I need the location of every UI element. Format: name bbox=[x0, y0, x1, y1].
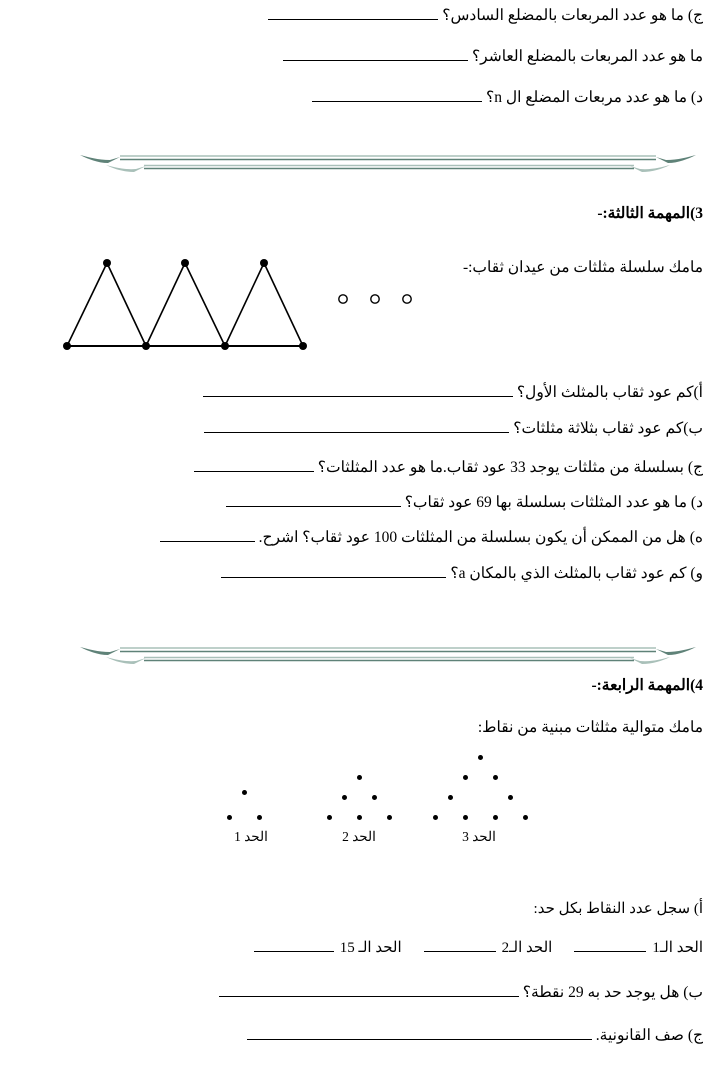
task3-question-d bbox=[10, 493, 703, 513]
question-text: ه) هل من الممكن أن يكون بسلسلة من المثلثات 100 عود ثقاب؟ اشرح. bbox=[258, 529, 703, 546]
dot bbox=[493, 775, 498, 780]
answer-blank[interactable] bbox=[312, 88, 482, 102]
dot bbox=[342, 795, 347, 800]
term-field-label-3: الحد الـ 15 bbox=[339, 940, 402, 956]
task2-question-c bbox=[10, 6, 703, 26]
term-value-blank-2[interactable] bbox=[424, 938, 496, 952]
answer-blank[interactable] bbox=[247, 1026, 592, 1040]
term-value-blank-3[interactable] bbox=[254, 938, 334, 952]
answer-blank[interactable] bbox=[204, 419, 509, 433]
answer-blank[interactable] bbox=[194, 458, 314, 472]
dot bbox=[357, 775, 362, 780]
question-text: ج) ما هو عدد المربعات بالمضلع السادس؟ bbox=[442, 7, 703, 24]
question-text: ما هو عدد المربعات بالمضلع العاشر؟ bbox=[471, 48, 703, 65]
answer-blank[interactable] bbox=[283, 47, 468, 61]
task4-question-a-prompt: أ) سجل عدد النقاط بكل حد: bbox=[533, 901, 703, 917]
dot bbox=[463, 775, 468, 780]
task3-question-c bbox=[10, 458, 703, 478]
task2-question-d bbox=[10, 88, 703, 108]
dot bbox=[433, 815, 438, 820]
dot bbox=[227, 815, 232, 820]
question-text: ج) بسلسلة من مثلثات يوجد 33 عود ثقاب.ما هو عدد المثلثات؟ bbox=[317, 459, 703, 476]
matchstick-triangles-svg bbox=[45, 248, 465, 360]
task3-question-f bbox=[10, 564, 703, 584]
answer-blank[interactable] bbox=[219, 983, 519, 997]
question-text: ب)كم عود ثقاب بثلاثة مثلثات؟ bbox=[513, 420, 703, 437]
dot bbox=[448, 795, 453, 800]
answer-blank[interactable] bbox=[221, 564, 446, 578]
dot bbox=[493, 815, 498, 820]
question-text: ج) صف القانونية. bbox=[595, 1027, 703, 1044]
answer-blank[interactable] bbox=[203, 383, 513, 397]
question-text: د) ما هو عدد مربعات المضلع ال n؟ bbox=[485, 89, 703, 106]
task3-question-e bbox=[10, 528, 703, 548]
section-divider-2 bbox=[78, 640, 698, 666]
question-text: ب) هل يوجد حد به 29 نقطة؟ bbox=[522, 984, 703, 1001]
dot-triangles-figure bbox=[200, 745, 560, 855]
answer-blank[interactable] bbox=[160, 528, 255, 542]
task4-heading: 4)المهمة الرابعة:- bbox=[591, 677, 703, 694]
term-value-blank-1[interactable] bbox=[574, 938, 646, 952]
task4-question-b bbox=[10, 983, 703, 1003]
question-text: د) ما هو عدد المثلثات بسلسلة بها 69 عود ثقاب؟ bbox=[404, 494, 703, 511]
task4-intro: مامك متوالية مثلثات مبنية من نقاط: bbox=[477, 719, 703, 736]
term-field-label-2: الحد الـ2 bbox=[501, 940, 553, 956]
dot bbox=[372, 795, 377, 800]
task3-intro: مامك سلسلة مثلثات من عيدان ثقاب:- bbox=[462, 259, 703, 276]
term-label-2: الحد 2 bbox=[342, 829, 376, 844]
dot bbox=[478, 755, 483, 760]
divider-ornament-icon bbox=[78, 148, 698, 174]
section-divider-1 bbox=[78, 148, 698, 174]
divider-ornament-icon bbox=[78, 640, 698, 666]
question-text: أ)كم عود ثقاب بالمثلث الأول؟ bbox=[516, 384, 703, 401]
answer-blank[interactable] bbox=[268, 6, 438, 20]
task4-question-c bbox=[10, 1026, 703, 1046]
dot bbox=[523, 815, 528, 820]
dot bbox=[463, 815, 468, 820]
dot bbox=[508, 795, 513, 800]
dot bbox=[327, 815, 332, 820]
task3-heading: 3)المهمة الثالثة:- bbox=[597, 205, 703, 222]
dot bbox=[357, 815, 362, 820]
term-field-label-1: الحد الـ1 bbox=[652, 940, 703, 956]
term-label-1: الحد 1 bbox=[234, 829, 268, 844]
dot bbox=[242, 790, 247, 795]
task3-question-a bbox=[10, 383, 703, 403]
term-label-3: الحد 3 bbox=[462, 829, 496, 844]
answer-blank[interactable] bbox=[226, 493, 401, 507]
task4-term-values-row bbox=[10, 938, 703, 958]
dot bbox=[257, 815, 262, 820]
dot bbox=[387, 815, 392, 820]
matchstick-triangles-figure bbox=[45, 248, 465, 360]
task2-question-tenth bbox=[10, 47, 703, 67]
question-text: و) كم عود ثقاب بالمثلث الذي بالمكان a؟ bbox=[450, 565, 703, 582]
task3-question-b bbox=[10, 419, 703, 439]
